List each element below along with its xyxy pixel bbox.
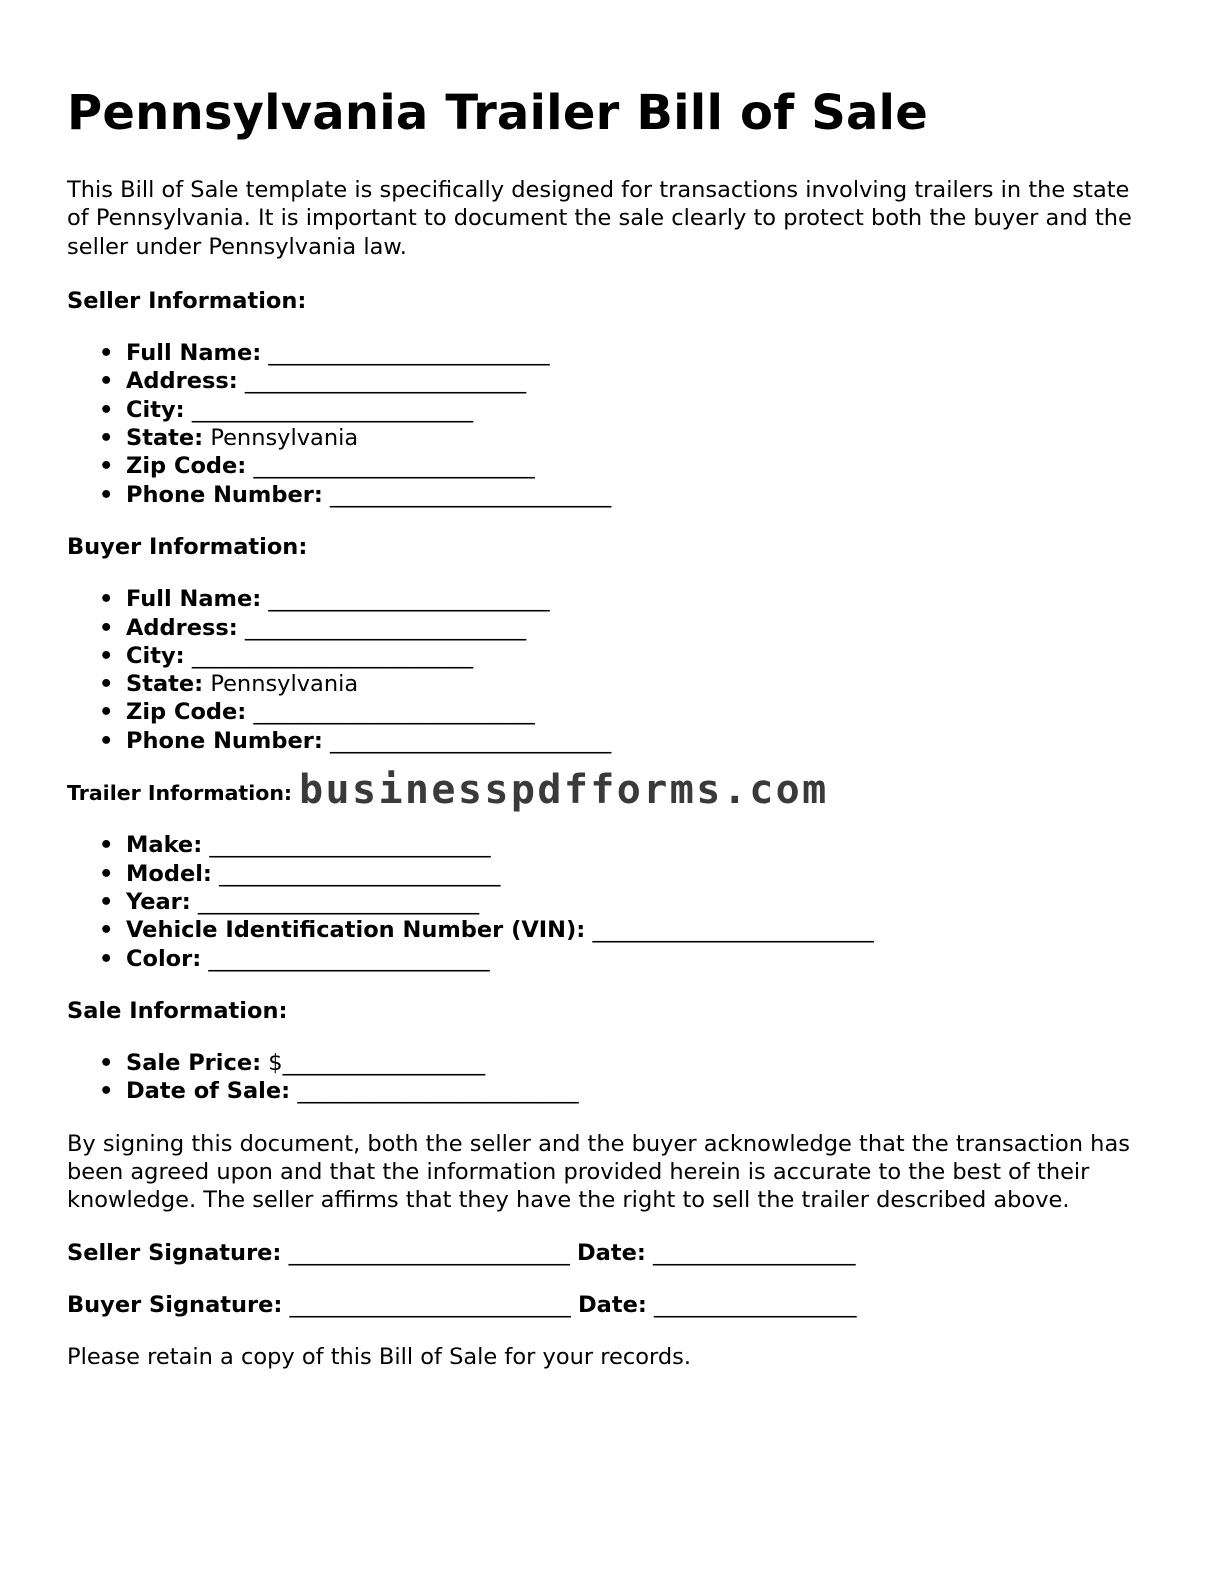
seller-signature-blank: _________________________: [288, 1239, 570, 1266]
field-label: Color:: [126, 945, 202, 972]
field-blank: _________________________: [592, 917, 874, 944]
field-blank: _________________________: [219, 860, 501, 887]
sale-field-list: [67, 1049, 1157, 1106]
buyer-city-field: [126, 642, 1157, 670]
seller-state-field: [126, 424, 1157, 452]
field-label: Phone Number:: [126, 481, 323, 508]
seller-section-heading: Seller Information:: [67, 287, 307, 314]
trailer-model-field: [126, 860, 1157, 888]
field-blank: _________________________: [330, 727, 612, 754]
field-blank: _________________________: [244, 368, 527, 395]
field-label: Full Name:: [126, 586, 262, 613]
field-blank: _________________________: [330, 481, 612, 508]
buyer-zip-code-field: [126, 698, 1157, 726]
page-title: Pennsylvania Trailer Bill of Sale: [67, 85, 928, 141]
field-label: Zip Code:: [126, 699, 247, 726]
trailer-color-field: [126, 945, 1157, 973]
seller-city-field: [126, 396, 1157, 424]
trailer-year-field: [126, 888, 1157, 916]
sale-price-field: [126, 1049, 1157, 1077]
field-label: City:: [126, 396, 185, 423]
field-blank: _________________________: [191, 642, 474, 669]
seller-signature-label: Seller Signature:: [67, 1239, 282, 1266]
field-label: Vehicle Identification Number (VIN):: [126, 917, 586, 944]
field-label: Address:: [126, 614, 238, 641]
buyer-signature-blank: _________________________: [289, 1291, 571, 1318]
field-blank: _________________________: [244, 614, 527, 641]
buyer-phone-number-field: [126, 727, 1157, 755]
trailer-field-list: [67, 831, 1157, 972]
field-blank: _________________________: [191, 396, 474, 423]
sale-date-field: [126, 1077, 1157, 1105]
field-value: Pennsylvania: [210, 425, 359, 452]
field-blank: _________________________: [268, 340, 550, 367]
field-blank: $__________________: [268, 1050, 486, 1077]
field-label: Phone Number:: [126, 727, 323, 754]
field-blank: _________________________: [253, 699, 535, 726]
seller-field-list: [67, 339, 1157, 509]
intro-paragraph: This Bill of Sale template is specifically designed for transactions involving trailers in the state of Pennsylvania. It is important to document the sale clearly to protect both the buyer and the seller under Pennsylvania law.: [67, 177, 1132, 260]
seller-full-name-field: [126, 339, 1157, 367]
buyer-date-blank: __________________: [653, 1291, 857, 1318]
field-label: State:: [126, 671, 204, 698]
field-blank: _________________________: [209, 832, 491, 859]
seller-phone-number-field: [126, 481, 1157, 509]
buyer-date-label: Date:: [577, 1291, 647, 1318]
field-blank: _________________________: [268, 586, 550, 613]
buyer-state-field: [126, 670, 1157, 698]
document-page: [67, 82, 1157, 1372]
buyer-signature-line: [67, 1291, 1157, 1319]
buyer-signature-label: Buyer Signature:: [67, 1291, 283, 1318]
seller-signature-line: [67, 1239, 1157, 1267]
field-label: Make:: [126, 832, 203, 859]
buyer-address-field: [126, 614, 1157, 642]
trailer-heading-text: Trailer Information:: [67, 781, 293, 806]
field-label: Address:: [126, 368, 238, 395]
field-blank: _________________________: [208, 945, 490, 972]
buyer-section-heading: Buyer Information:: [67, 533, 308, 560]
field-blank: _________________________: [253, 453, 535, 480]
field-label: City:: [126, 642, 185, 669]
trailer-vin-field: [126, 916, 1157, 944]
buyer-full-name-field: [126, 585, 1157, 613]
field-label: Date of Sale:: [126, 1078, 291, 1105]
field-value: Pennsylvania: [210, 671, 359, 698]
seller-address-field: [126, 367, 1157, 395]
seller-date-label: Date:: [577, 1239, 646, 1266]
buyer-field-list: [67, 585, 1157, 755]
acknowledgement-paragraph: By signing this document, both the seller and the buyer acknowledge that the transaction has been agreed upon and that the information provided herein is accurate to the best of their knowledge. The seller affirms that they have the right to sell the trailer described above.: [67, 1130, 1130, 1214]
field-blank: _________________________: [297, 1078, 579, 1105]
field-label: Sale Price:: [126, 1050, 262, 1077]
trailer-make-field: [126, 831, 1157, 859]
seller-date-blank: __________________: [653, 1239, 856, 1266]
sale-section-heading: Sale Information:: [67, 997, 288, 1024]
field-label: State:: [126, 425, 204, 452]
closing-note: Please retain a copy of this Bill of Sale for your records.: [67, 1344, 691, 1371]
watermark-text: businesspdfforms.com: [299, 767, 829, 814]
trailer-section-heading: [67, 767, 1157, 814]
field-label: Zip Code:: [126, 453, 247, 480]
field-blank: _________________________: [197, 888, 480, 915]
field-label: Year:: [126, 888, 191, 915]
field-label: Model:: [126, 860, 212, 887]
seller-zip-code-field: [126, 452, 1157, 480]
field-label: Full Name:: [126, 340, 262, 367]
